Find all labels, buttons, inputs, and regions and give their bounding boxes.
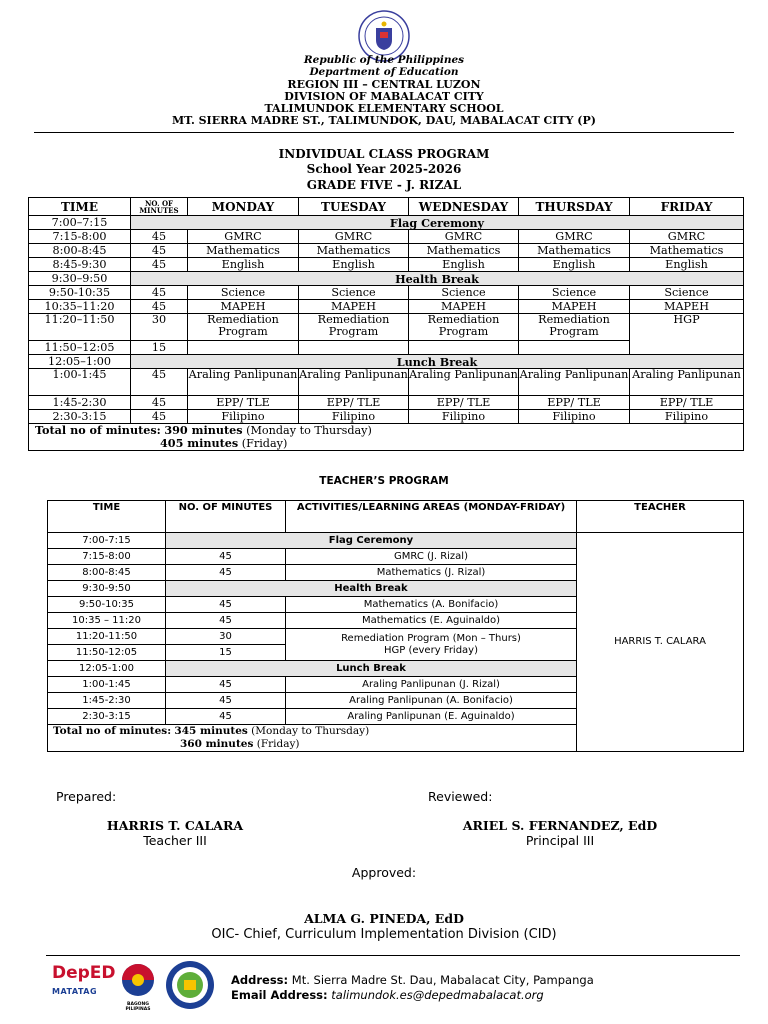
total-minutes-fri: 360 minutes (180, 738, 254, 750)
subject-cell: MAPEH (299, 300, 409, 314)
teacher-name-cell: HARRIS T. CALARA (577, 533, 744, 752)
table-row (29, 369, 744, 396)
subject-cell: Filipino (409, 410, 519, 424)
subject-cell: MAPEH (188, 300, 299, 314)
table-row (29, 396, 744, 410)
minutes-cell: 45 (131, 369, 188, 396)
header-monday: MONDAY (188, 198, 299, 216)
teacher-program-title: TEACHER’S PROGRAM (319, 475, 449, 487)
hgp-text: HGP (every Friday) (383, 644, 479, 656)
table-row (29, 230, 744, 244)
subject-cell: Mathematics (409, 244, 519, 258)
minutes-cell: 15 (166, 645, 286, 661)
minutes-cell: 45 (131, 230, 188, 244)
class-program-table (28, 197, 744, 451)
table-row (48, 533, 744, 549)
subject-cell: EPP/ TLE (519, 396, 630, 410)
minutes-cell: 45 (166, 565, 286, 581)
subject-cell: Filipino (519, 410, 630, 424)
header-divider (34, 132, 734, 133)
activity-cell: Araling Panlipunan (J. Rizal) (286, 677, 577, 693)
approved-label: Approved: (351, 865, 417, 880)
lunch-break-cell: Lunch Break (131, 355, 744, 369)
minutes-cell: 45 (131, 286, 188, 300)
minutes-cell: 30 (131, 314, 188, 341)
table-row (29, 258, 744, 272)
time-cell: 7:00–7:15 (29, 216, 131, 230)
deped-logo-text: DepED (52, 963, 116, 983)
subject-cell: Mathematics (299, 244, 409, 258)
time-cell: 11:20–11:50 (29, 314, 131, 341)
subject-cell (519, 341, 630, 355)
reviewed-name: ARIEL S. FERNANDEZ, EdD (462, 818, 658, 833)
subject-cell: Remediation Program (188, 314, 299, 341)
school-address: MT. SIERRA MADRE ST., TALIMUNDOK, DAU, MABALACAT CITY (P) (172, 114, 596, 127)
school-seal-logo (165, 960, 215, 1010)
subject-cell: Remediation Program (299, 314, 409, 341)
deped-matatag-logo (52, 963, 116, 1004)
subject-cell: GMRC (630, 230, 744, 244)
subject-cell: GMRC (409, 230, 519, 244)
total-minutes-cell (29, 424, 744, 451)
approved-title: OIC- Chief, Curriculum Implementation Division (CID) (211, 927, 557, 942)
time-cell: 9:30-9:50 (48, 581, 166, 597)
republic-text: Republic of the Philippines (303, 54, 465, 66)
subject-cell (188, 341, 299, 355)
time-cell: 12:05-1:00 (48, 661, 166, 677)
time-cell: 7:15-8:00 (48, 549, 166, 565)
subject-cell: HGP (630, 314, 744, 355)
time-cell: 1:00-1:45 (48, 677, 166, 693)
subject-cell: Science (519, 286, 630, 300)
header-teacher: TEACHER (577, 501, 744, 533)
bagong-pilipinas-logo (117, 962, 159, 1012)
subject-cell: Science (630, 286, 744, 300)
minutes-cell: 45 (131, 258, 188, 272)
header-time: TIME (48, 501, 166, 533)
minutes-cell: 45 (166, 709, 286, 725)
total-note: (Friday) (241, 437, 288, 450)
total-minutes-mon-thu: 345 minutes (174, 725, 248, 737)
email-text[interactable]: talimundok.es@depedmabalacat.org (331, 988, 544, 1002)
header-tuesday: TUESDAY (299, 198, 409, 216)
remediation-text: Remediation Program (Mon – Thurs) (341, 632, 521, 644)
table-row (29, 286, 744, 300)
minutes-cell: 30 (166, 629, 286, 645)
total-minutes-mon-thu: 390 minutes (164, 423, 243, 437)
activity-cell (286, 629, 577, 661)
time-cell: 7:15-8:00 (29, 230, 131, 244)
subject-cell: Science (409, 286, 519, 300)
minutes-cell: 45 (131, 410, 188, 424)
flag-ceremony-cell: Flag Ceremony (166, 533, 577, 549)
subject-cell: MAPEH (630, 300, 744, 314)
subject-cell: EPP/ TLE (409, 396, 519, 410)
subject-cell: Remediation Program (519, 314, 630, 341)
minutes-cell: 45 (166, 597, 286, 613)
header-activities: ACTIVITIES/LEARNING AREAS (MONDAY-FRIDAY) (286, 501, 577, 533)
flag-ceremony-cell: Flag Ceremony (131, 216, 744, 230)
subject-cell: Filipino (630, 410, 744, 424)
time-cell: 8:00-8:45 (29, 244, 131, 258)
total-note: (Monday to Thursday) (246, 424, 372, 437)
footer-address (231, 973, 594, 987)
prepared-title: Teacher III (143, 833, 207, 848)
time-cell: 2:30-3:15 (48, 709, 166, 725)
minutes-cell: 45 (166, 549, 286, 565)
subject-cell: GMRC (299, 230, 409, 244)
subject-cell: Araling Panlipunan (188, 369, 299, 396)
time-cell: 10:35–11:20 (29, 300, 131, 314)
total-minutes-cell (48, 725, 744, 752)
approved-name: ALMA G. PINEDA, EdD (304, 911, 464, 926)
minutes-cell: 45 (166, 677, 286, 693)
header-thursday: THURSDAY (519, 198, 630, 216)
time-cell: 11:50–12:05 (29, 341, 131, 355)
activity-cell: Araling Panlipunan (A. Bonifacio) (286, 693, 577, 709)
prepared-name: HARRIS T. CALARA (106, 818, 244, 833)
school-year: School Year 2025-2026 (306, 162, 462, 176)
subject-cell: Filipino (299, 410, 409, 424)
health-break-cell: Health Break (131, 272, 744, 286)
header-minutes: NO. OF MINUTES (131, 198, 188, 216)
time-cell: 1:45-2:30 (48, 693, 166, 709)
time-cell: 11:50-12:05 (48, 645, 166, 661)
minutes-cell: 45 (131, 300, 188, 314)
subject-cell: English (188, 258, 299, 272)
region-text: REGION III – CENTRAL LUZON (287, 78, 481, 91)
program-title: INDIVIDUAL CLASS PROGRAM (278, 147, 490, 161)
activity-cell: Araling Panlipunan (E. Aguinaldo) (286, 709, 577, 725)
time-cell: 9:50-10:35 (48, 597, 166, 613)
table-row (29, 244, 744, 258)
subject-cell: English (409, 258, 519, 272)
table-row (29, 410, 744, 424)
subject-cell: Filipino (188, 410, 299, 424)
minutes-cell: 45 (166, 693, 286, 709)
footer-divider (46, 955, 740, 956)
table-header-row (29, 198, 744, 216)
subject-cell: Mathematics (630, 244, 744, 258)
subject-cell: Araling Panlipunan (409, 369, 519, 396)
time-cell: 10:35 – 11:20 (48, 613, 166, 629)
subject-cell: Mathematics (188, 244, 299, 258)
subject-cell: Mathematics (519, 244, 630, 258)
total-note: (Monday to Thursday) (251, 725, 370, 737)
time-cell: 1:45-2:30 (29, 396, 131, 410)
activity-cell: Mathematics (J. Rizal) (286, 565, 577, 581)
email-label: Email Address: (231, 988, 328, 1002)
subject-cell: Science (188, 286, 299, 300)
subject-cell: Araling Panlipunan (299, 369, 409, 396)
bagong-pilipinas-text: BAGONG PILIPINAS (125, 1002, 151, 1012)
time-cell: 7:00-7:15 (48, 533, 166, 549)
time-cell: 9:30–9:50 (29, 272, 131, 286)
subject-cell: EPP/ TLE (630, 396, 744, 410)
activity-cell: Mathematics (E. Aguinaldo) (286, 613, 577, 629)
header-friday: FRIDAY (630, 198, 744, 216)
subject-cell: Araling Panlipunan (630, 369, 744, 396)
time-cell: 9:50-10:35 (29, 286, 131, 300)
matatag-logo-text: MATATAG (52, 987, 98, 996)
subject-cell: EPP/ TLE (299, 396, 409, 410)
table-row (29, 300, 744, 314)
subject-cell: English (299, 258, 409, 272)
prepared-label: Prepared: (56, 789, 117, 804)
address-text: Mt. Sierra Madre St. Dau, Mabalacat City, Pampanga (291, 973, 594, 987)
subject-cell: Science (299, 286, 409, 300)
table-row (29, 216, 744, 230)
department-text: Department of Education (309, 66, 459, 78)
subject-cell: Araling Panlipunan (519, 369, 630, 396)
total-row (48, 725, 744, 752)
time-cell: 11:20-11:50 (48, 629, 166, 645)
total-note: (Friday) (256, 738, 300, 750)
health-break-cell: Health Break (166, 581, 577, 597)
subject-cell (299, 341, 409, 355)
total-label: Total no of minutes: (53, 725, 172, 737)
header-minutes: NO. OF MINUTES (166, 501, 286, 533)
time-cell: 8:45-9:30 (29, 258, 131, 272)
table-header-row (48, 501, 744, 533)
time-cell: 2:30-3:15 (29, 410, 131, 424)
time-cell: 1:00-1:45 (29, 369, 131, 396)
subject-cell: Remediation Program (409, 314, 519, 341)
time-cell: 12:05–1:00 (29, 355, 131, 369)
reviewed-title: Principal III (525, 833, 595, 848)
subject-cell: GMRC (519, 230, 630, 244)
activity-cell: Mathematics (A. Bonifacio) (286, 597, 577, 613)
table-row (29, 272, 744, 286)
subject-cell: EPP/ TLE (188, 396, 299, 410)
address-label: Address: (231, 973, 289, 987)
table-row (29, 314, 744, 341)
subject-cell: MAPEH (409, 300, 519, 314)
subject-cell: English (519, 258, 630, 272)
footer-email (231, 988, 544, 1002)
division-text: DIVISION OF MABALACAT CITY (284, 90, 484, 103)
activity-cell: GMRC (J. Rizal) (286, 549, 577, 565)
total-minutes-fri: 405 minutes (160, 436, 239, 450)
grade-section: GRADE FIVE - J. RIZAL (306, 178, 462, 192)
total-row (29, 424, 744, 451)
lunch-break-cell: Lunch Break (166, 661, 577, 677)
subject-cell: GMRC (188, 230, 299, 244)
school-name: TALIMUNDOK ELEMENTARY SCHOOL (264, 102, 504, 115)
subject-cell (409, 341, 519, 355)
minutes-cell: 45 (131, 396, 188, 410)
subject-cell: MAPEH (519, 300, 630, 314)
minutes-cell: 45 (131, 244, 188, 258)
reviewed-label: Reviewed: (428, 789, 493, 804)
teacher-program-table (47, 500, 744, 752)
time-cell: 8:00-8:45 (48, 565, 166, 581)
table-row (29, 355, 744, 369)
header-wednesday: WEDNESDAY (409, 198, 519, 216)
minutes-cell: 45 (166, 613, 286, 629)
total-label: Total no of minutes: (35, 423, 161, 437)
minutes-cell: 15 (131, 341, 188, 355)
subject-cell: English (630, 258, 744, 272)
header-time: TIME (29, 198, 131, 216)
